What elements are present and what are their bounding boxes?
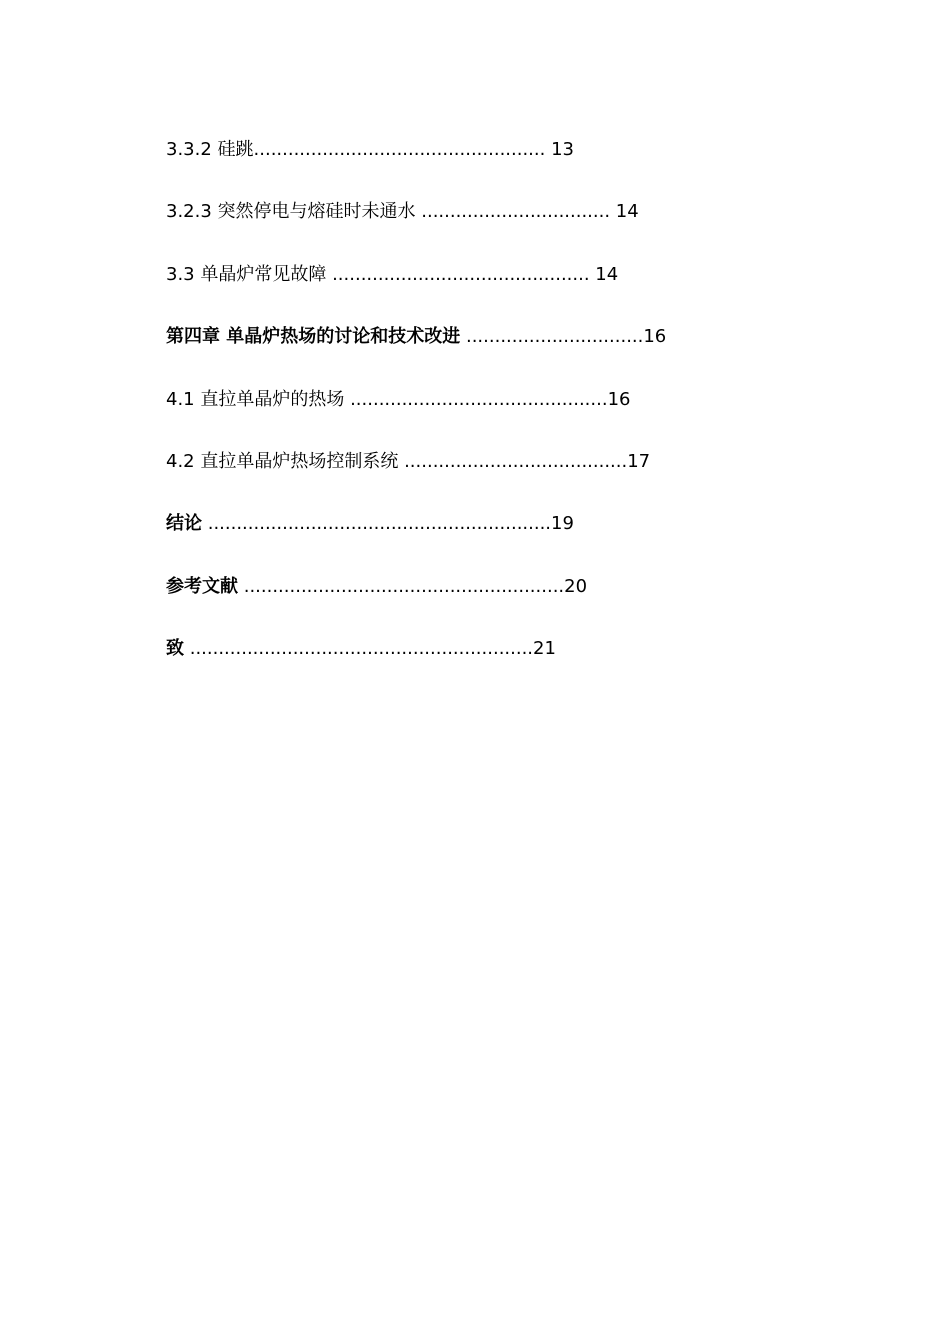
toc-entry-title: 4.2 直拉单晶炉热场控制系统 [166,450,399,472]
toc-entry-page: 19 [551,513,574,535]
toc-entry-leader: ........................................................ [238,575,565,597]
toc-entry-page: 17 [627,450,651,472]
toc-entry-leader: ............................................. [326,263,596,285]
toc-entry-page: 16 [643,326,667,348]
toc-entry-leader: ................................................... [253,139,552,160]
toc-entry-title: 4.1 直拉单晶炉的热场 [166,388,345,410]
toc-entry-4-1 [166,387,786,449]
toc-entry-leader: ............................................................ [184,638,534,660]
toc-entry-leader: ............................................. [344,388,608,410]
toc-entry-3-2-3 [166,199,786,261]
toc-entry-leader: ............................................................ [202,513,552,535]
toc-entry-title: 3.3 单晶炉常见故障 [166,263,327,285]
toc-entry-3-3 [166,262,786,324]
toc-entry-page: 13 [551,139,574,160]
toc-entry-page: 14 [595,263,619,285]
toc-entry-references [166,574,786,636]
table-of-contents [166,137,786,699]
toc-entry-4-2 [166,449,786,511]
toc-entry-title: 结论 [166,513,202,535]
toc-entry-title: 参考文献 [166,575,238,597]
toc-entry-acknowledgements [166,636,786,698]
toc-entry-title: 第四章 单晶炉热场的讨论和技术改进 [166,326,461,348]
toc-entry-leader: ....................................... [398,450,628,472]
toc-entry-page: 16 [607,388,631,410]
toc-entry-3-3-2 [166,137,786,199]
toc-entry-title: 3.2.3 突然停电与熔硅时未通水 [166,201,416,223]
toc-entry-page: 14 [615,201,639,223]
toc-entry-page: 21 [533,638,556,660]
toc-entry-title: 3.3.2 硅跳 [166,139,254,160]
toc-entry-page: 20 [564,575,588,597]
toc-entry-title: 致 [166,638,184,660]
toc-entry-conclusion [166,511,786,573]
toc-entry-chapter-4 [166,324,786,386]
toc-entry-leader: ............................... [460,326,644,348]
toc-entry-leader: ................................. [415,201,616,223]
